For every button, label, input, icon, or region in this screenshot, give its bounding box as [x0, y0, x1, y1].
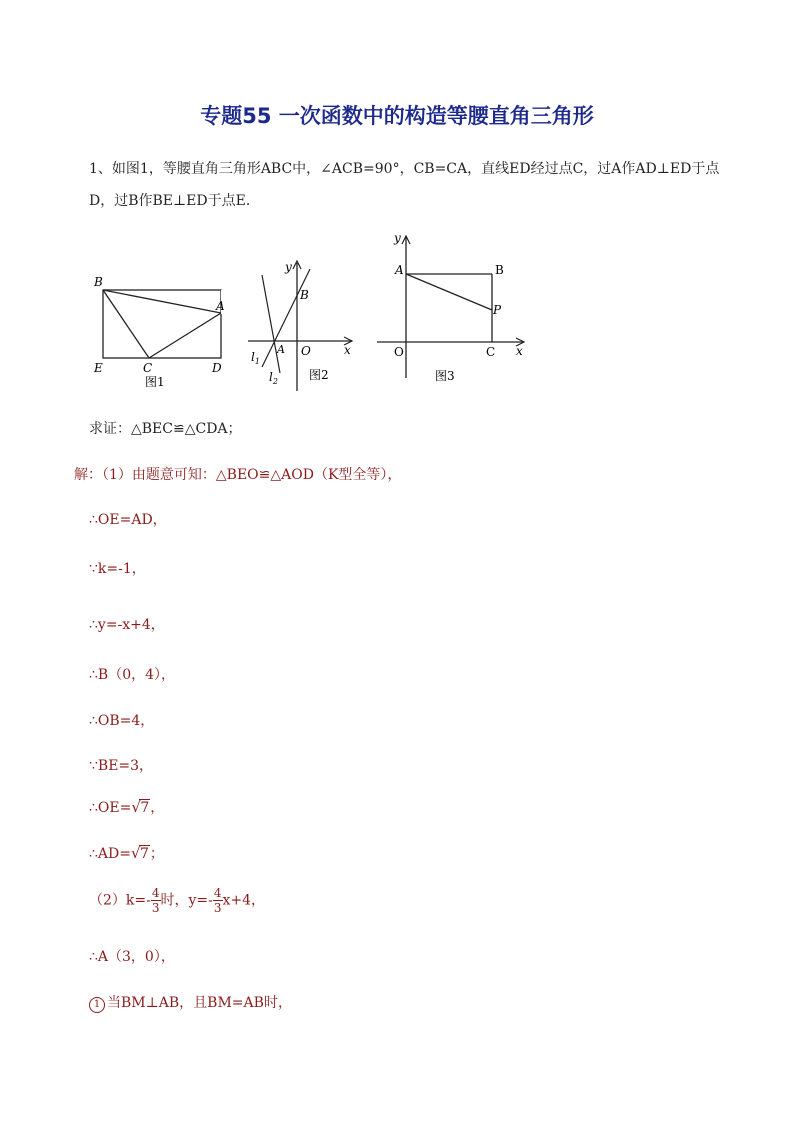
- solution-line-8-text: ∴OE=: [89, 800, 132, 816]
- solution-line-6: ∴OB=4，: [89, 713, 155, 729]
- fraction: $\frac{4}{3}$: [151, 886, 160, 915]
- fig3-label-p: P: [493, 303, 502, 317]
- problem-text-line1: 1、如图1，等腰直角三角形ABC中，∠ACB=90°，CB=CA，直线ED经过点C，过A作AD⊥ED于点: [89, 161, 720, 177]
- fig3-caption: 图3: [435, 369, 455, 383]
- fig1-label-a: A: [216, 299, 225, 313]
- fig3-label-c: C: [486, 345, 496, 359]
- figure-2: [240, 255, 365, 395]
- solution-line-3: ∵k=-1，: [89, 561, 146, 577]
- fig2-line-l2: [262, 275, 280, 373]
- solution-line-4: ∴y=-x+4，: [89, 617, 165, 633]
- sqrt-symbol: √ 7: [131, 798, 150, 816]
- fig1-line-ba: [103, 290, 221, 313]
- fig1-caption: 图1: [145, 375, 165, 388]
- fig3-label-b: B: [495, 263, 504, 277]
- circled-number: 1: [89, 997, 105, 1013]
- fig3-label-a: A: [395, 263, 404, 277]
- fig1-label-c: C: [143, 361, 153, 375]
- fig2-label-a: A: [277, 343, 285, 356]
- fig1-line-ca: [149, 313, 221, 358]
- fig2-label-o: O: [301, 344, 311, 358]
- fig3-label-y: y: [394, 231, 401, 245]
- fig3-label-x: x: [516, 344, 523, 358]
- solution-line-2: ∴OE=AD，: [89, 512, 167, 528]
- solution-line-8: ∴OE= √ 7，: [89, 798, 165, 816]
- solution-line-11: ∴A（3，0），: [89, 949, 175, 965]
- fig2-label-l2: $l_2$: [269, 370, 278, 386]
- solution-line-9: ∴AD= √ 7；: [89, 844, 164, 862]
- fig1-label-e: E: [94, 361, 103, 375]
- solution-line-1: 解：（1）由题意可知：△BEO≌△AOD（K型全等），: [74, 467, 402, 483]
- fig1-line-bc: [103, 290, 149, 358]
- sqrt-symbol: √ 7: [130, 844, 149, 862]
- solution-line-7: ∵BE=3，: [89, 758, 154, 774]
- solution-line-5: ∴B（0，4），: [89, 667, 176, 683]
- page-title: 专题55 一次函数中的构造等腰直角三角形: [200, 104, 594, 128]
- fraction: $\frac{4}{3}$: [213, 886, 222, 915]
- fig3-line-ap: [406, 274, 492, 310]
- figure-1: [85, 268, 235, 388]
- fig2-label-y: y: [285, 260, 292, 274]
- fig2-caption: 图2: [309, 368, 329, 382]
- solution-line-12: 1 当BM⊥AB，且BM=AB时，: [89, 992, 292, 1013]
- fig1-label-d: D: [212, 361, 222, 375]
- prove-statement: 求证：△BEC≌△CDA；: [89, 421, 242, 437]
- fig2-label-b: B: [300, 288, 309, 302]
- solution-line-9-text: ∴AD=: [89, 846, 131, 862]
- solution-line-10: （2）k=- $\frac{4}{3}$ 时，y=- $\frac{4}{3}$ x+4，: [89, 886, 266, 915]
- problem-text-line2: D，过B作BE⊥ED于点E．: [89, 193, 260, 209]
- fig2-label-l1: $l_1$: [251, 350, 260, 366]
- fig3-label-o: O: [394, 345, 404, 359]
- fig1-label-b: B: [94, 275, 103, 289]
- figure-3: [372, 228, 532, 383]
- fig2-label-x: x: [344, 343, 351, 357]
